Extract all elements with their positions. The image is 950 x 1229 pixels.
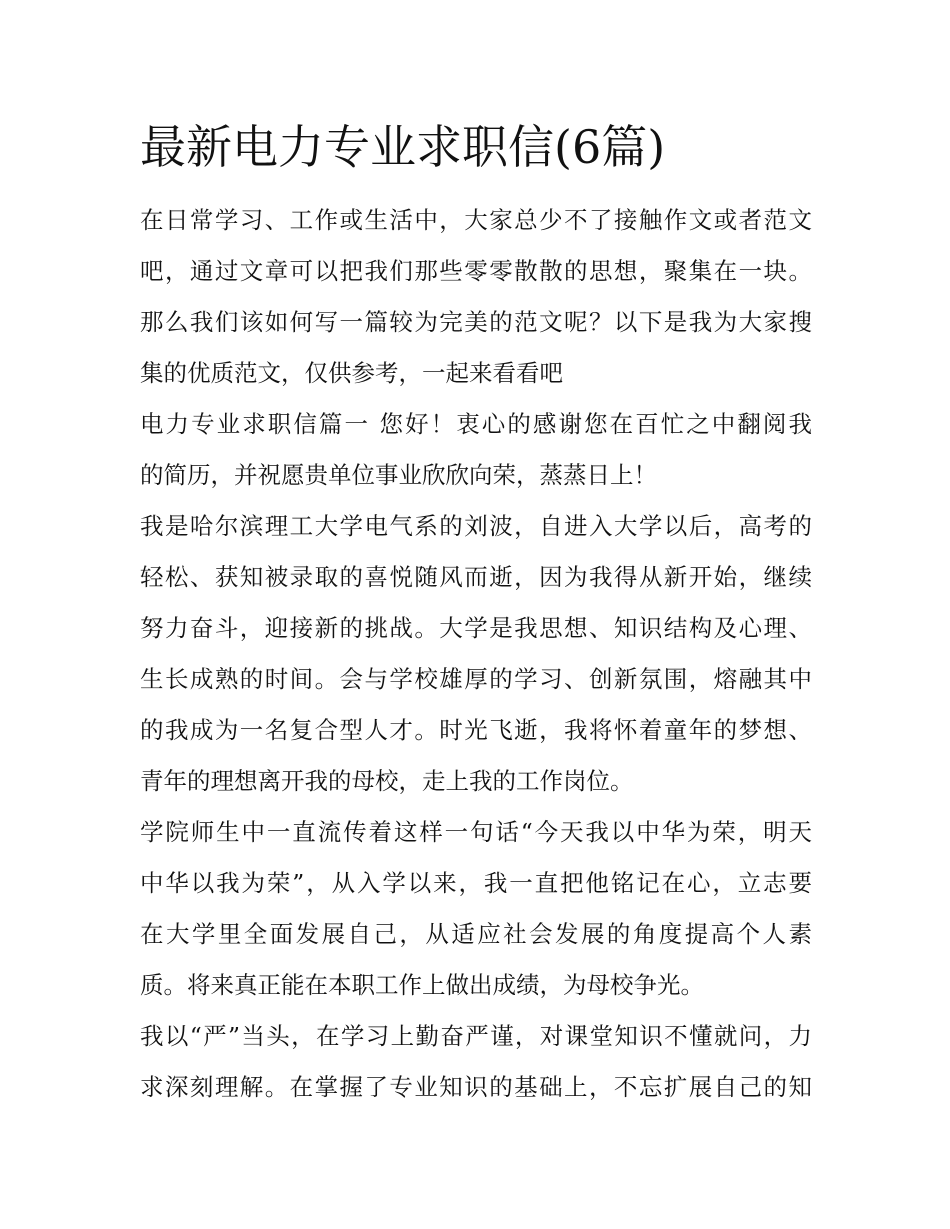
paragraph-motto xyxy=(140,807,812,1011)
text-line: 轻松、获知被录取的喜悦随风而逝，因为我得从新开始，继续 xyxy=(140,563,812,591)
text-line: 质。将来真正能在本职工作上做出成绩，为母校争光。 xyxy=(140,971,704,999)
text-line: 的我成为一名复合型人才。时光飞逝，我将怀着童年的梦想、 xyxy=(140,716,812,744)
paragraph-self-introduction xyxy=(140,501,812,807)
paragraph-study-attitude xyxy=(140,1011,812,1113)
text-line: 在大学里全面发展自己，从适应社会发展的角度提高个人素 xyxy=(140,920,812,948)
text-line: 电力专业求职信篇一 您好！衷心的感谢您在百忙之中翻阅我 xyxy=(140,410,812,438)
text-line: 集的优质范文，仅供参考，一起来看看吧 xyxy=(140,359,563,387)
text-line: 青年的理想离开我的母校，走上我的工作岗位。 xyxy=(140,767,634,795)
text-line: 的简历，并祝愿贵单位事业欣欣向荣，蒸蒸日上！ xyxy=(140,461,657,489)
text-line: 我以“严”当头，在学习上勤奋严谨，对课堂知识不懂就问，力 xyxy=(140,1022,812,1050)
text-line: 努力奋斗，迎接新的挑战。大学是我思想、知识结构及心理、 xyxy=(140,614,812,642)
document-title: 最新电力专业求职信(6篇) xyxy=(140,120,666,174)
text-line: 我是哈尔滨理工大学电气系的刘波，自进入大学以后，高考的 xyxy=(140,512,812,540)
text-line: 求深刻理解。在掌握了专业知识的基础上，不忘扩展自己的知 xyxy=(140,1073,812,1101)
text-line: 学院师生中一直流传着这样一句话“今天我以中华为荣，明天 xyxy=(140,818,812,846)
document-body xyxy=(140,195,812,1113)
paragraph-intro xyxy=(140,195,812,399)
text-line: 那么我们该如何写一篇较为完美的范文呢？以下是我为大家搜 xyxy=(140,308,812,336)
paragraph-greeting xyxy=(140,399,812,501)
text-line: 吧，通过文章可以把我们那些零零散散的思想，聚集在一块。 xyxy=(140,257,812,285)
text-line: 生长成熟的时间。会与学校雄厚的学习、创新氛围，熔融其中 xyxy=(140,665,812,693)
text-line: 在日常学习、工作或生活中，大家总少不了接触作文或者范文 xyxy=(140,206,812,234)
text-line: 中华以我为荣”，从入学以来，我一直把他铭记在心，立志要 xyxy=(140,869,812,897)
